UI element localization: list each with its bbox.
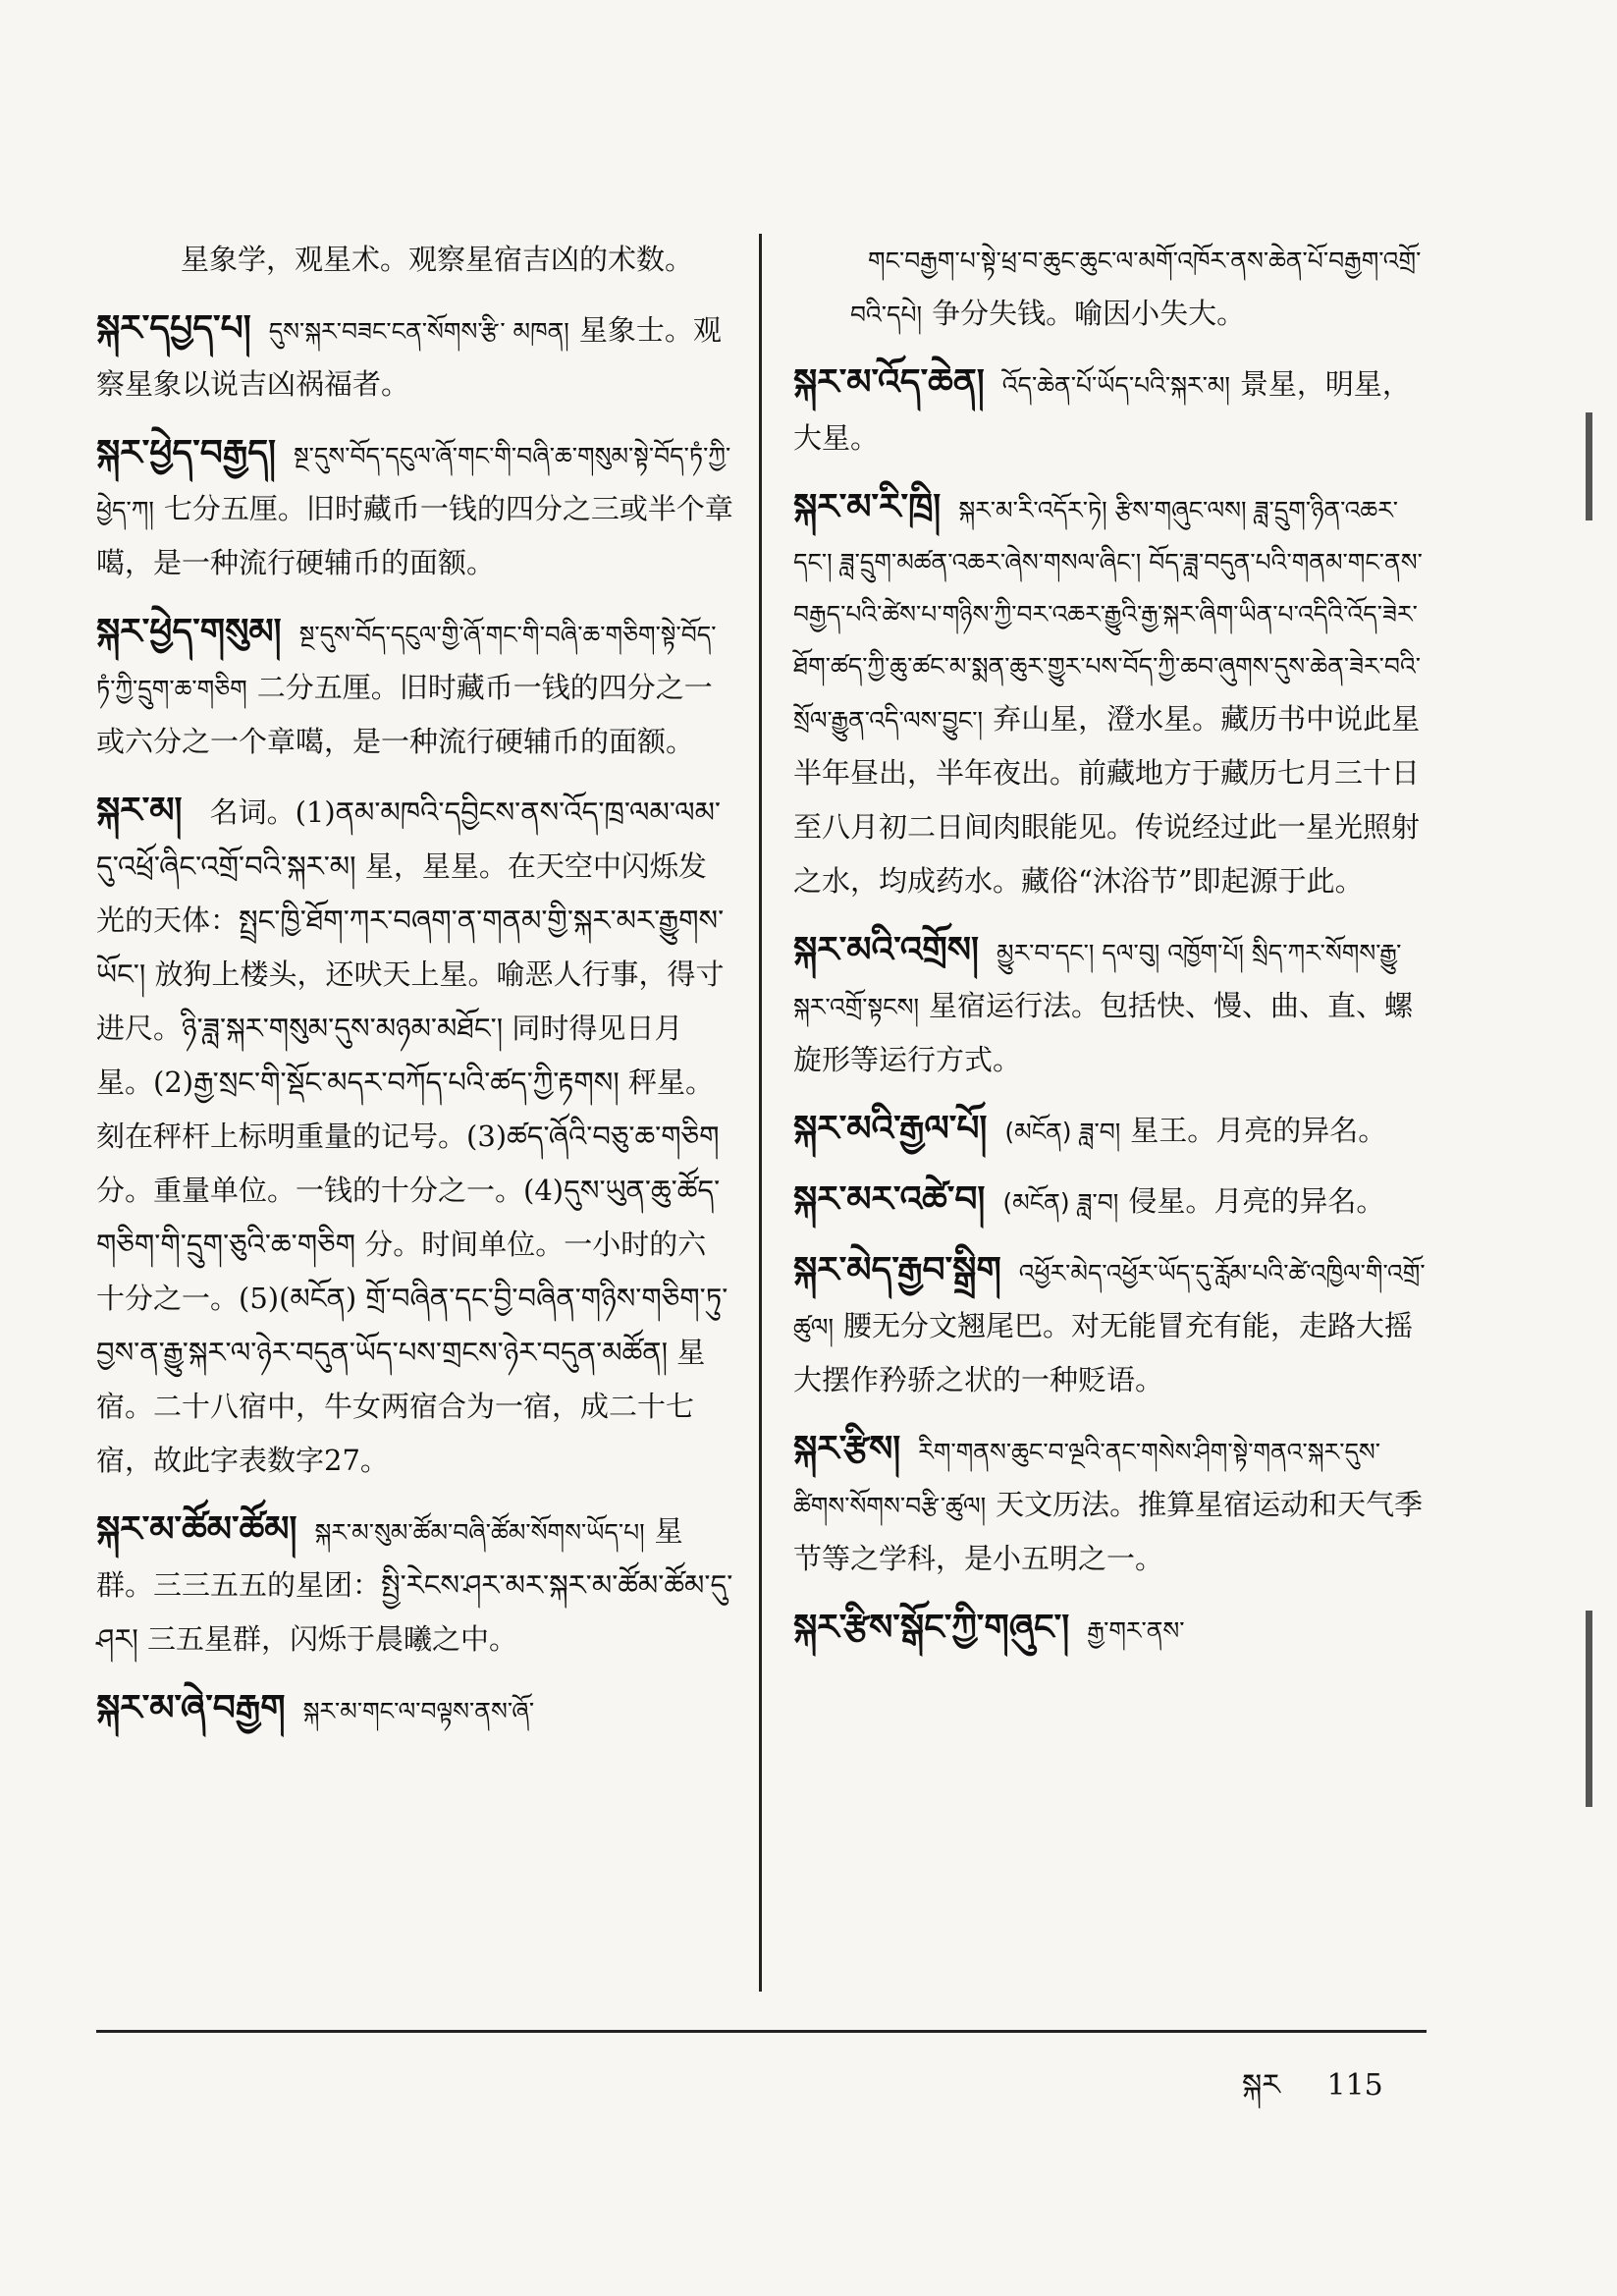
entry-chinese-definition: 星群。三三五五的星团：སྤྱི་རེངས་ཤར་མར་སྐར་མ་ཚོམ་ཚོམ་དུ་ཤར། 三五星群，闪烁于晨曦之中。 [96, 1514, 733, 1656]
entry-headword: སྐར་མ་ཚོམ་ཚོམ། [96, 1509, 297, 1550]
dictionary-entry [96, 1505, 734, 1668]
entry-tibetan-definition: སྔ་དུས་བོད་དངུལ་གྱི་ཞོ་གང་གི་བཞི་ཆ་གཅིག་སྟེ་བོད་ཏཾ་ཀྱི་དྲུག་ཆ་གཅིག [96, 621, 717, 703]
dictionary-entry [96, 1684, 734, 1739]
entry-headword: སྐར་རྩིས། [793, 1429, 901, 1469]
dictionary-entry [96, 429, 734, 592]
entry-chinese-definition: 争分失钱。喻因小失大。 [932, 297, 1246, 330]
entry-headword: སྐར་མ། [96, 791, 183, 831]
entry-chinese-definition: 弃山星，澄水星。藏历书中说此星半年昼出，半年夜出。前藏地方于藏历七月三十日至八月初二日间肉眼能见。传说经过此一星光照射之水，均成药水。藏俗“沐浴节”即起源于此。 [793, 702, 1421, 898]
left-column [96, 234, 734, 1755]
entry-headword: སྐར་ཕྱེད་བརྒྱད། [96, 433, 277, 473]
entry-headword: སྐར་མེད་རྒྱབ་སྒྲིག [793, 1250, 1001, 1290]
entry-tibetan-definition: (མངོན) ཟླ་བ། [1004, 1118, 1121, 1146]
dictionary-entry [793, 1175, 1427, 1230]
entry-chinese-definition: 星王。月亮的异名。 [1130, 1114, 1387, 1147]
dictionary-entry [793, 1425, 1427, 1588]
dictionary-entry [793, 483, 1427, 910]
dictionary-entry [96, 234, 734, 289]
dictionary-entry [793, 1246, 1427, 1409]
entry-chinese-definition: 景星，明星，大星。 [793, 367, 1411, 455]
entry-tibetan-definition: རིག་གནས་ཆུང་བ་ལྔའི་ནང་གསེས་ཤིག་སྟེ་གནའ་སྐར་དུས་ཚིགས་སོགས་བརྩི་ཚུལ། [793, 1438, 1381, 1520]
dictionary-entry [793, 358, 1427, 467]
entry-tibetan-definition: འཕྱོར་མེད་འཕྱོར་ཡོད་དུ་རློམ་པའི་ཚེ་འཁྱིལ་གི་འགྲོ་ཚུལ། [793, 1259, 1426, 1341]
entry-chinese-definition: 七分五厘。旧时藏币一钱的四分之三或半个章噶，是一种流行硬辅币的面额。 [96, 492, 733, 579]
entry-tibetan-definition: གང་བརྒྱག་པ་སྟེ་ཕྲ་བ་ཆུང་ཆུང་ལ་མགོ་འཁོར་ནས་ཆེན་པོ་བརྒྱག་འགྲོ་བའི་དཔེ། [850, 246, 1422, 329]
entry-tibetan-definition: སྐར་མ་རི་འདོར་ཏེ། རྩིས་གཞུང་ལས། ཟླ་དྲུག་ཉིན་འཆར་དང་། ཟླ་དྲུག་མཚན་འཆར་ཞེས་གསལ་ཞིང་། བོད་ཟླ་བདུན་པའི་གནམ་གང་ནས་བརྒྱད་པའི་ཚེས་པ་གཉིས་ཀྱི་བར་འཆར་རྒྱུའི་རྒྱ་སྐར་ཞིག་ཡིན་པ་འདིའི་འོད་ཟེར་ཐོག་ཚད་ཀྱི་ཆུ་ཚང་མ་སྨན་ཆུར་གྱུར་པས་བོད་ཀྱི་ཆབ་ཞུགས་དུས་ཆེན་ཟེར་བའི་སྲོལ་རྒྱུན་འདི་ལས་བྱུང་། [793, 496, 1423, 735]
column-divider [759, 234, 762, 1992]
page-footer [1242, 2052, 1421, 2135]
entry-tibetan-definition: སྐར་མ་སུམ་ཚོམ་བཞི་ཚོམ་སོགས་ཡོད་པ། [314, 1518, 645, 1547]
right-column [793, 234, 1427, 1674]
dictionary-entry [96, 787, 734, 1490]
entry-tibetan-definition: སྐར་མ་གང་ལ་བལྟས་ནས་ཞོ་ [302, 1697, 535, 1725]
dictionary-entry [96, 304, 734, 413]
entry-chinese-definition: 侵星。月亮的异名。 [1128, 1184, 1385, 1218]
dictionary-entry [793, 926, 1427, 1089]
entry-chinese-definition: 星象士。观察星象以说吉凶祸福者。 [96, 313, 722, 401]
entry-chinese-definition: 名词。(1)ནམ་མཁའི་དབྱིངས་ནས་འོད་ཁྲ་ལམ་ལམ་དུ་འཕྲོ་ཞིང་འགྲོ་བའི་སྐར་མ། 星，星星。在天空中闪烁发光的天体：སྤྲང་ཁྱི་ཐོག་ཀར་བཞག་ན་གནམ་གྱི་སྐར་མར་རྒྱུགས་ཡོང་། 放狗上楼头，还吠天上星。喻恶人行事，得寸进尺。ཉི་ཟླ་སྐར་གསུམ་དུས་མཉམ་མཐོང་། 同时得见日月星。(2)རྒྱ་སྲང་གི་སྡོང་མདར་བཀོད་པའི་ཚད་ཀྱི་རྟགས། 秤星。刻在秤杆上标明重量的记号。(3)ཚད་ཞོའི་བཅུ་ཆ་གཅིག 分。重量单位。一钱的十分之一。(4)དུས་ཡུན་ཆུ་ཚོད་གཅིག་གི་དྲུག་ཅུའི་ཆ་གཅིག 分。时间单位。一小时的六十分之一。(5)(མངོན) གྲོ་བཞིན་དང་བྱི་བཞིན་གཉིས་གཅིག་ཏུ་བྱས་ན་རྒྱུ་སྐར་ལ་ཉེར་བདུན་ཡོད་པས་གྲངས་ཉེར་བདུན་མཚོན། 星宿。二十八宿中，牛女两宿合为一宿，成二十七宿，故此字表数字27。 [96, 795, 728, 1477]
dictionary-entry [96, 608, 734, 771]
dictionary-entry [793, 234, 1427, 343]
entry-headword: སྐར་མའི་རྒྱལ་པོ། [793, 1109, 988, 1149]
entry-chinese-definition: 星象学，观星术。观察星宿吉凶的术数。 [181, 243, 694, 276]
entry-headword: སྐར་ཕྱེད་གསུམ། [96, 612, 282, 652]
bottom-rule [96, 2030, 1427, 2033]
entry-headword: སྐར་མ་འོད་ཆེན། [793, 362, 985, 403]
entry-headword: སྐར་མ་རི་ཁྲི། [793, 487, 942, 527]
entry-tibetan-definition: (མངོན) ཟླ་བ། [1002, 1188, 1119, 1217]
entry-headword: སྐར་མར་འཚེ་བ། [793, 1179, 986, 1220]
entry-headword: སྐར་མའི་འགྲོས། [793, 930, 980, 970]
entry-tibetan-definition: རྒྱ་གར་ནས་ [1087, 1616, 1185, 1645]
entry-tibetan-definition: མྱུར་བ་དང་། དལ་བུ། འཁྱོག་པོ། སྲིད་ཀར་སོགས་རྒྱུ་སྐར་འགྲོ་སྟངས། [793, 939, 1402, 1021]
dictionary-entry [793, 1105, 1427, 1160]
entry-chinese-definition: 腰无分文翘尾巴。对无能冒充有能，走路大摇大摆作矜骄之状的一种贬语。 [793, 1309, 1414, 1396]
entry-headword: སྐར་མ་ཞེ་བརྒྱག [96, 1688, 286, 1728]
page-number: 115 [1326, 2068, 1383, 2103]
entry-chinese-definition: 星宿运行法。包括快、慢、曲、直、螺旋形等运行方式。 [793, 989, 1414, 1076]
entry-tibetan-definition: སྔ་དུས་བོད་དངུལ་ཞོ་གང་གི་བཞི་ཆ་གསུམ་སྟེ་བོད་ཏཾ་ཀྱི་ཕྱེད་ཀ། [96, 442, 731, 524]
footer-section: སྐར [1242, 2068, 1280, 2103]
margin-mark [1586, 1611, 1592, 1807]
margin-mark [1586, 412, 1592, 520]
entry-tibetan-definition: འོད་ཆེན་པོ་ཡོད་པའི་སྐར་མ། [1001, 371, 1230, 400]
dictionary-entry [793, 1604, 1427, 1659]
entry-tibetan-definition: དུས་སྐར་བཟང་ངན་སོགས་རྩི་ མཁན། [268, 317, 569, 346]
entry-chinese-definition: 二分五厘。旧时藏币一钱的四分之一或六分之一个章噶，是一种流行硬辅币的面额。 [96, 671, 713, 758]
entry-chinese-definition: 天文历法。推算星宿运动和天气季节等之学科，是小五明之一。 [793, 1488, 1424, 1575]
entry-headword: སྐར་དཔྱད་པ། [96, 308, 251, 349]
entry-headword: སྐར་རྩིས་སྒོང་ཀྱི་གཞུང་། [793, 1608, 1070, 1648]
